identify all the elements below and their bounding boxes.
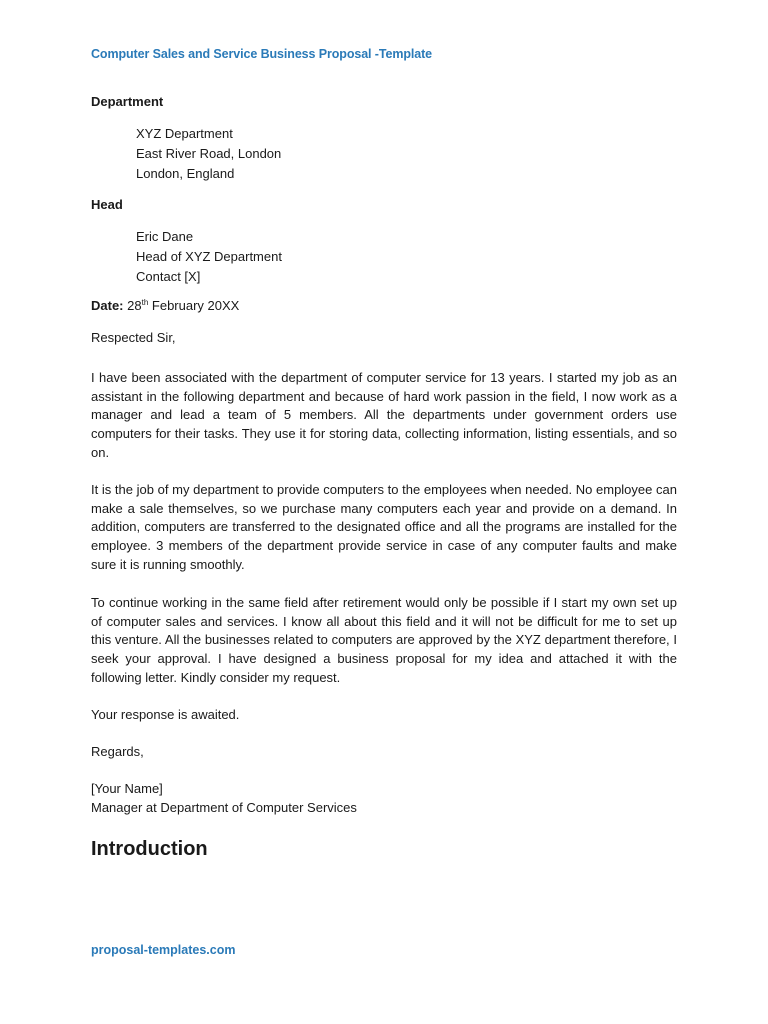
signature-name: [Your Name] [91,781,163,796]
response-awaited: Your response is awaited. [91,707,240,722]
letter-date [91,298,239,313]
footer-link[interactable]: proposal-templates.com [91,943,236,957]
closing: Regards, [91,744,144,759]
signature-title: Manager at Department of Computer Services [91,800,357,815]
date-month-year: February 20XX [151,298,240,313]
head-contact [136,227,282,287]
department-address [136,124,281,184]
salutation: Respected Sir, [91,330,176,345]
address-line: London, England [136,166,235,181]
date-day: 28 [127,298,142,313]
contact-line: Eric Dane [136,229,194,244]
body-paragraph: I have been associated with the department of computer service for 13 years. I started my job as an assistant in the following department and because of hard work passion in the field, I now work as a manager and lead a team of 5 members. All the departments under government orders use computers for their tasks. They use it for storing data, collecting information, listing essentials, and so on. [91,370,677,460]
date-suffix: th [141,298,149,307]
contact-line: Head of XYZ Department [136,249,282,264]
body-paragraph: To continue working in the same field after retirement would only be possible if I start my own set up of computer sales and services. I know all about this field and it will not be difficult for me to set up this venture. All the businesses related to computers are approved by the XYZ department therefore, I seek your approval. I have designed a business proposal for my idea and attached it with the following letter. Kindly consider my request. [91,595,677,685]
department-label: Department [91,94,164,109]
address-line: East River Road, London [136,146,282,161]
section-heading: Introduction [91,838,208,860]
head-label: Head [91,197,123,212]
contact-line: Contact [X] [136,269,201,284]
address-line: XYZ Department [136,126,233,141]
date-label: Date: [91,298,124,313]
document-header-title: Computer Sales and Service Business Proposal -Template [91,47,433,61]
body-paragraph: It is the job of my department to provide computers to the employees when needed. No employee can make a sale themselves, so we purchase many computers each year and provide on a demand. In addition, computers are transferred to the designated office and all the programs are installed for the employee. 3 members of the department provide service in case of any computer faults and make sure it is running smoothly. [91,482,677,572]
